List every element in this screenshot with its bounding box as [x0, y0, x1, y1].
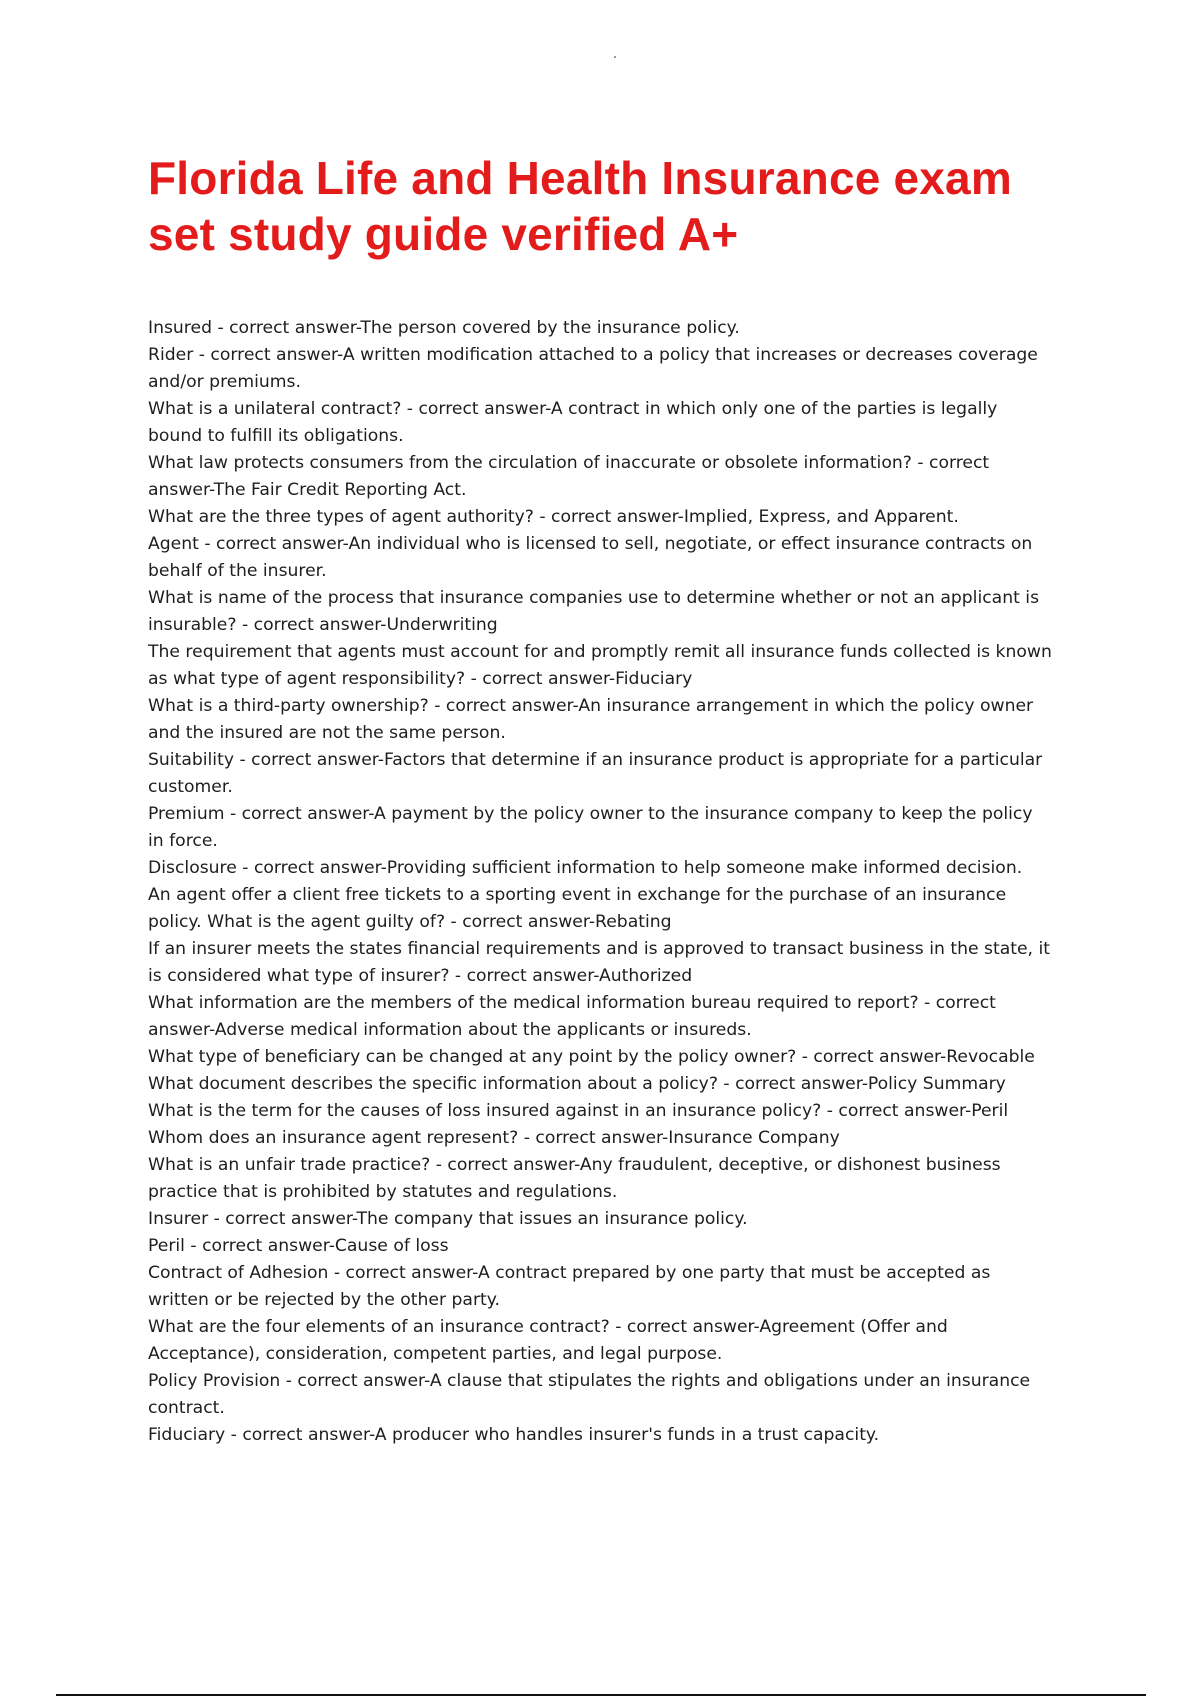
text-line: Fiduciary - correct answer-A producer who handles insurer's funds in a trust capacity.	[148, 1425, 880, 1445]
text-line: answer-The Fair Credit Reporting Act.	[148, 480, 467, 500]
text-line: Whom does an insurance agent represent? - correct answer-Insurance Company	[148, 1128, 840, 1148]
text-line: What is name of the process that insurance companies use to determine whether or not an applicant is	[148, 588, 1040, 608]
text-line: insurable? - correct answer-Underwriting	[148, 615, 498, 635]
qa-list	[148, 315, 1088, 1449]
text-line: What is an unfair trade practice? - correct answer-Any fraudulent, deceptive, or dishonest business	[148, 1155, 1001, 1175]
scan-speck	[614, 56, 616, 58]
text-line: and/or premiums.	[148, 372, 301, 392]
text-line: What document describes the specific information about a policy? - correct answer-Policy Summary	[148, 1074, 1006, 1094]
text-line: An agent offer a client free tickets to a sporting event in exchange for the purchase of an insurance	[148, 885, 1007, 905]
text-line: written or be rejected by the other party.	[148, 1290, 500, 1310]
text-line: contract.	[148, 1398, 225, 1418]
text-line: Disclosure - correct answer-Providing sufficient information to help someone make informed decision.	[148, 858, 1023, 878]
text-line: customer.	[148, 777, 233, 797]
text-line: What are the four elements of an insurance contract? - correct answer-Agreement (Offer and	[148, 1317, 948, 1337]
text-line: What information are the members of the medical information bureau required to report? - correct	[148, 993, 996, 1013]
footer-rule	[56, 1694, 1146, 1696]
text-line: in force.	[148, 831, 218, 851]
text-line: The requirement that agents must account for and promptly remit all insurance funds collected is known	[148, 642, 1052, 662]
text-line: is considered what type of insurer? - correct answer-Authorized	[148, 966, 693, 986]
text-line: Peril - correct answer-Cause of loss	[148, 1236, 449, 1256]
title-line-1: Florida Life and Health Insurance exam	[148, 152, 1012, 204]
text-line: What is the term for the causes of loss insured against in an insurance policy? - correct answer-Peril	[148, 1101, 1009, 1121]
text-line: If an insurer meets the states financial requirements and is approved to transact business in the state, it	[148, 939, 1050, 959]
text-line: bound to fulfill its obligations.	[148, 426, 404, 446]
text-line: What are the three types of agent authority? - correct answer-Implied, Express, and Apparent.	[148, 507, 959, 527]
text-line: and the insured are not the same person.	[148, 723, 506, 743]
text-line: Rider - correct answer-A written modification attached to a policy that increases or decreases coverage	[148, 345, 1038, 365]
text-line: Agent - correct answer-An individual who is licensed to sell, negotiate, or effect insurance contracts on	[148, 534, 1033, 554]
text-line: What is a unilateral contract? - correct answer-A contract in which only one of the parties is legally	[148, 399, 998, 419]
text-line: What is a third-party ownership? - correct answer-An insurance arrangement in which the policy owner	[148, 696, 1034, 716]
text-line: Insured - correct answer-The person covered by the insurance policy.	[148, 318, 740, 338]
text-line: Contract of Adhesion - correct answer-A contract prepared by one party that must be accepted as	[148, 1263, 991, 1283]
text-line: behalf of the insurer.	[148, 561, 327, 581]
title-line-2: set study guide verified A+	[148, 208, 739, 260]
text-line: practice that is prohibited by statutes and regulations.	[148, 1182, 618, 1202]
text-line: Policy Provision - correct answer-A clause that stipulates the rights and obligations under an insurance	[148, 1371, 1031, 1391]
text-line: as what type of agent responsibility? - correct answer-Fiduciary	[148, 669, 693, 689]
text-line: Insurer - correct answer-The company that issues an insurance policy.	[148, 1209, 748, 1229]
text-line: What type of beneficiary can be changed at any point by the policy owner? - correct answer-Revocable	[148, 1047, 1035, 1067]
text-line: policy. What is the agent guilty of? - correct answer-Rebating	[148, 912, 672, 932]
text-line: Acceptance), consideration, competent parties, and legal purpose.	[148, 1344, 723, 1364]
text-line: Premium - correct answer-A payment by the policy owner to the insurance company to keep the policy	[148, 804, 1033, 824]
text-line: Suitability - correct answer-Factors that determine if an insurance product is appropriate for a particular	[148, 750, 1043, 770]
text-line: answer-Adverse medical information about the applicants or insureds.	[148, 1020, 752, 1040]
text-line: What law protects consumers from the circulation of inaccurate or obsolete information? - correct	[148, 453, 990, 473]
document-title	[148, 150, 1108, 262]
